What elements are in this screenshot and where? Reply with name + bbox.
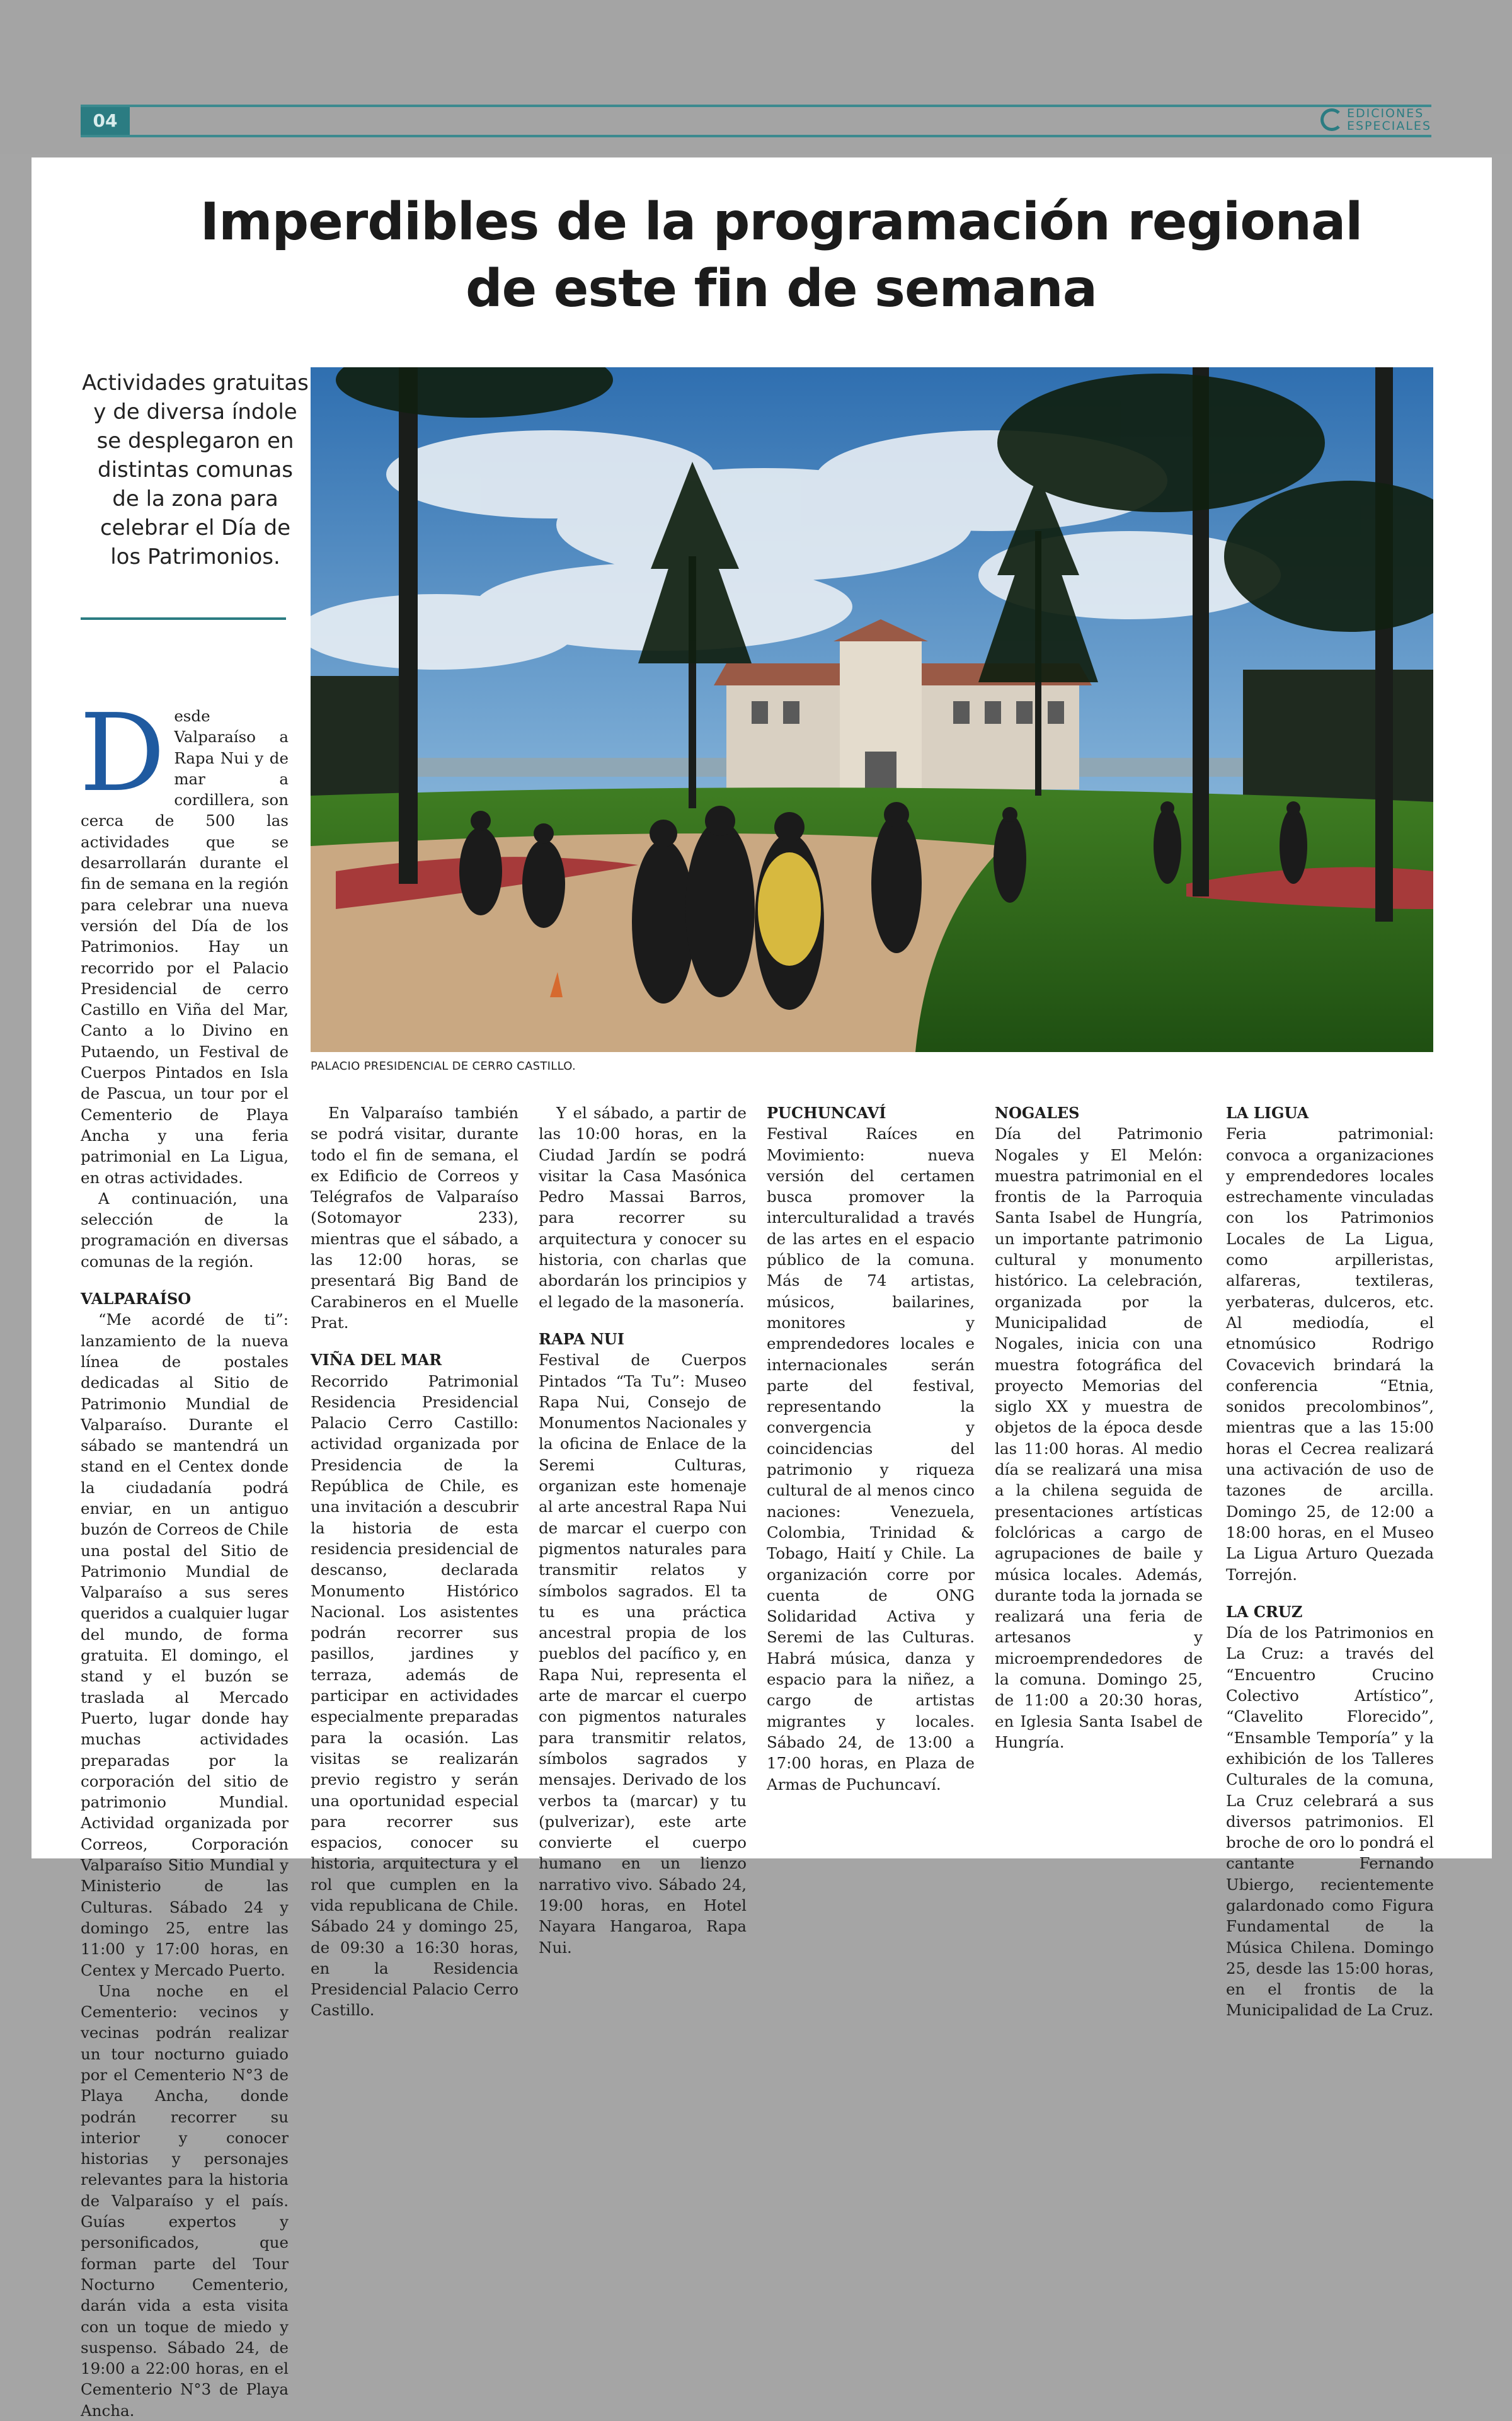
page-header-band (0, 0, 1512, 154)
laligua-paragraph-1: Feria patrimonial: convoca a organizaciones y emprendedores locales estrechamente vinculadas con los Patrimonios Locales de La Ligua, como arpilleristas, alfareras, textileras, yerbateras, dulceros, etc. Al mediodía, el etnomúsico Rodrigo Covacevich brindará la conferencia “Etnia, sonidos precolombinos”, mientras que a las 15:00 horas el Cecrea realizará una activación de uso de tazones de arcilla. Domingo 25, de 12:00 a 18:00 horas, en el Museo La Ligua Arturo Quezada Torrejón. (1226, 1125, 1434, 1584)
page-number: 04 (81, 107, 130, 135)
headline-line1: Imperdibles de la programación regional (200, 192, 1363, 252)
vina-paragraph-2: Y el sábado, a partir de las 10:00 horas, en la Ciudad Jardín se podrá visitar la Casa Masónica Pedro Massai Barros, para recorrer su arquitectura y conocer su historia, con charlas que abordarán los principios y el legado de la masonería. (539, 1104, 747, 1311)
section-heading-valparaiso: VALPARAÍSO (81, 1290, 192, 1308)
column-3 (539, 1102, 747, 1958)
deck-divider (81, 617, 286, 620)
column-6 (1226, 1102, 1434, 2021)
intro-paragraph (79, 691, 289, 1188)
logo-line1: EDICIONES (1346, 106, 1424, 120)
dropcap: D (79, 691, 166, 816)
logo-e-icon (1320, 108, 1343, 131)
section-heading-rapanui: RAPA NUI (539, 1329, 624, 1348)
valparaiso-paragraph-1: “Me acordé de ti”: lanzamiento de la nueva línea de postales dedicadas al Sitio de Patrimonio Mundial de Valparaíso. Durante el sábado se mantendrá un stand en el Centex donde la ciudadanía podrá enviar, en un antiguo buzón de Correos de Chile una postal del Sitio de Patrimonio Mundial de Valparaíso a sus seres queridos a cualquier lugar del mundo, de forma gratuita. El domingo, el stand y el buzón se traslada al Mercado Puerto, lugar donde hay muchas actividades preparadas por la corporación del sitio de patrimonio Mundial. Actividad organizada por Correos, Corporación Valparaíso Sitio Mundial y Ministerio de las Culturas. Sábado 24 y domingo 25, entre las 11:00 y 17:00 horas, en Centex y Mercado Puerto. (81, 1310, 289, 1979)
ediciones-especiales-logo (1320, 103, 1431, 136)
section-heading-laligua: LA LIGUA (1226, 1104, 1309, 1122)
lacruz-paragraph-1: Día de los Patrimonios en La Cruz: a través del “Encuentro Crucino Colectivo Artístico”, “Clavelito Florecido”, “Ensamble Temporía” y la exhibición de los Talleres Culturales de la comuna, La Cruz celebrará a sus diversos patrimonios. El broche de oro lo pondrá el cantante Fernando Ubiergo, recientemente galardonado como Figura Fundamental de la Música Chilena. Domingo 25, desde las 15:00 horas, en el frontis de la Municipalidad de La Cruz. (1226, 1623, 1434, 2020)
logo-text (1347, 107, 1431, 132)
column-5 (995, 1102, 1203, 1753)
section-heading-puchuncavi: PUCHUNCAVÍ (767, 1104, 886, 1122)
section-heading-lacruz: LA CRUZ (1226, 1602, 1303, 1621)
valparaiso-paragraph-3: En Valparaíso también se podrá visitar, durante todo el fin de semana, el ex Edificio de Correos y Telégrafos de Valparaíso (Sotomayor 233), mientras que el sábado, a las 12:00 horas, se presentará Big Band de Carabineros en el Muelle Prat. (311, 1104, 518, 1332)
column-4 (767, 1102, 975, 1795)
puchuncavi-paragraph-1: Festival Raíces en Movimiento: nueva versión del certamen busca promover la interculturalidad a través de las artes en el espacio público de la comuna. Más de 74 artistas, músicos, bailarines, monitores y emprendedores locales e internacionales serán parte del festival, representando la convergencia y coincidencias del patrimonio y riqueza cultural de al menos cinco naciones: Venezuela, Colombia, Trinidad & Tobago, Haití y Chile. La organización corre por cuenta de ONG Solidaridad Activa y Seremi de las Culturas. Habrá música, danza y espacio para la niñez, a cargo de artistas migrantes y locales. Sábado 24, de 13:00 a 17:00 horas, en Plaza de Armas de Puchuncaví. (767, 1125, 975, 1794)
column-2 (311, 1102, 518, 2021)
headline (120, 189, 1443, 323)
page-header-bar (81, 105, 1431, 137)
headline-line2: de este fin de semana (465, 259, 1097, 319)
section-heading-nogales: NOGALES (995, 1104, 1080, 1122)
main-photo (311, 367, 1433, 1052)
logo-line2: ESPECIALES (1346, 119, 1431, 133)
photo-caption: PALACIO PRESIDENCIAL DE CERRO CASTILLO. (311, 1060, 576, 1073)
column-1 (79, 691, 289, 2421)
newspaper-page (32, 157, 1492, 2420)
deck-summary: Actividades gratuitas y de diversa índole se desplegaron en distintas comunas de la zona para celebrar el Día de los Patrimonios. (82, 370, 309, 569)
nogales-paragraph-1: Día del Patrimonio Nogales y El Melón: muestra patrimonial en el frontis de la Parroquia Santa Isabel de Hungría, un importante patrimonio cultural y monumento histórico. La celebración, organizada por la Municipalidad de Nogales, inicia con una muestra fotográfica del proyecto Memorias del siglo XX y muestra de objetos de la época desde las 11:00 horas. Al medio día se realizará una misa a la chilena seguida de presentaciones artísticas folclóricas a cargo de agrupaciones de baile y música locales. Además, durante toda la jornada se realizará una feria de artesanos y microemprendedores de la comuna. Domingo 25, de 11:00 a 20:30 horas, en Iglesia Santa Isabel de Hungría. (995, 1125, 1203, 1751)
intro-paragraph-2: A continuación, una selección de la programación en diversas comunas de la región. (81, 1189, 289, 1271)
intro-text: esde Valparaíso a Rapa Nui y de mar a cordillera, son cerca de 500 las actividades que se desarrollarán durante el fin de semana en la región para celebrar una nueva versión del Día de los Patrimonios. Hay un recorrido por el Palacio Presidencial de cerro Castillo en Viña del Mar, Canto a lo Divino en Putaendo, un Festival de Cuerpos Pintados en Isla de Pascua, un tour por el Cementerio de Playa Ancha y una feria patrimonial en La Ligua, en otras actividades. (81, 707, 289, 1187)
rapanui-paragraph-1: Festival de Cuerpos Pintados “Ta Tu”: Museo Rapa Nui, Consejo de Monumentos Nacionales y la oficina de Enlace de la Seremi Culturas, organizan este homenaje al arte ancestral Rapa Nui de marcar el cuerpo con pigmentos naturales para transmitir relatos y símbolos sagrados. El ta tu es una práctica ancestral propia de los pueblos del pacífico y, en Rapa Nui, representa el arte de marcar el cuerpo con pigmentos naturales para transmitir relatos, símbolos sagrados y mensajes. Derivado de los verbos ta (marcar) y tu (pulverizar), este arte convierte el cuerpo humano en un lienzo narrativo vivo. Sábado 24, 19:00 horas, en Hotel Nayara Hangaroa, Rapa Nui. (539, 1351, 747, 1957)
valparaiso-paragraph-2: Una noche en el Cementerio: vecinos y vecinas podrán realizar un tour nocturno guiado por el Cementerio N°3 de Playa Ancha, donde podrán recorrer su interior y conocer historias y personajes relevantes para la historia de Valparaíso y el país. Guías expertos y personificados, que forman parte del Tour Nocturno Cementerio, darán vida a esta visita con un toque de miedo y suspenso. Sábado 24, de 19:00 a 22:00 horas, en el Cementerio N°3 de Playa Ancha. (81, 1981, 289, 2420)
vina-paragraph-1: Recorrido Patrimonial Residencia Presidencial Palacio Cerro Castillo: actividad organizada por Presidencia de la República de Chile, es una invitación a descubrir la historia de esta residencia presidencial de descanso, declarada Monumento Histórico Nacional. Los asistentes podrán recorrer sus pasillos, jardines y terraza, además de participar en actividades especialmente preparadas para la ocasión. Las visitas se realizarán previo registro y serán una oportunidad especial para recorrer sus espacios, conocer su historia, arquitectura y el rol que cumplen en la vida republicana de Chile. Sábado 24 y domingo 25, de 09:30 a 16:30 horas, en la Residencia Presidencial Palacio Cerro Castillo. (311, 1371, 518, 2020)
section-heading-vina: VIÑA DEL MAR (311, 1351, 442, 1370)
